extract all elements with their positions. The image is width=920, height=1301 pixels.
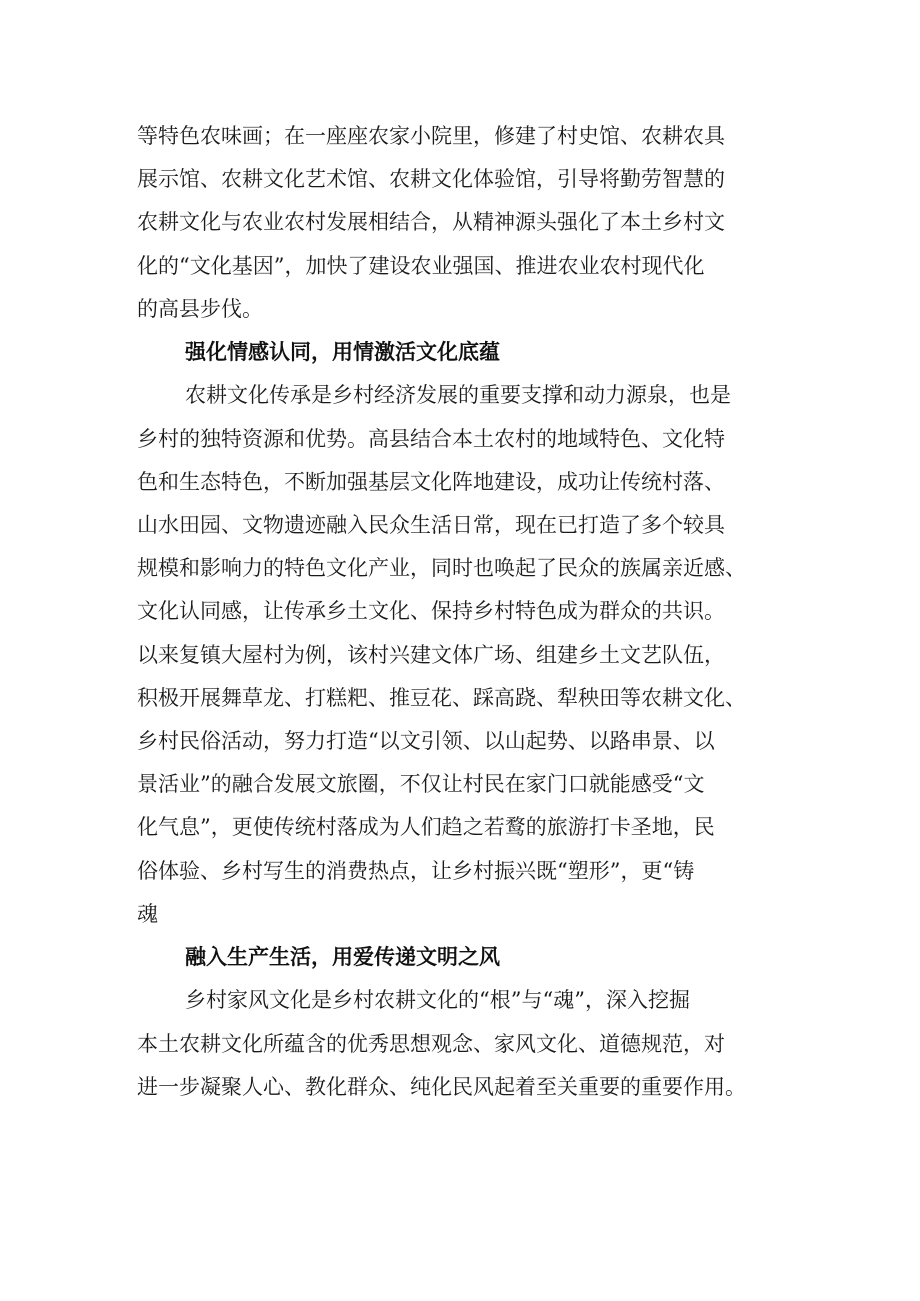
body-text-line: 化的“文化基因”，加快了建设农业强国、推进农业农村现代化: [137, 254, 705, 278]
body-text-line: 魂: [137, 902, 158, 926]
body-text-line: 乡村的独特资源和优势。高县结合本土农村的地域特色、文化特: [137, 427, 725, 451]
body-text-line: 展示馆、农耕文化艺术馆、农耕文化体验馆，引导将勤劳智慧的: [137, 167, 725, 191]
body-text-line: 化气息”，更使传统村落成为人们趋之若鹜的旅游打卡圣地，民: [137, 815, 715, 839]
body-text-line: 乡村家风文化是乡村农耕文化的“根”与“魂”，深入挖掘: [185, 988, 690, 1012]
body-text-line: 农耕文化传承是乡村经济发展的重要支撑和动力源泉，也是: [185, 383, 731, 407]
body-text-line: 俗体验、乡村写生的消费热点，让乡村振兴既“塑形”，更“铸: [137, 859, 695, 883]
body-text-line: 的高县步伐。: [137, 297, 263, 321]
body-text-line: 本土农耕文化所蕴含的优秀思想观念、家风文化、道德规范，对: [137, 1032, 725, 1056]
body-text-line: 乡村民俗活动，努力打造“以文引领、以山起势、以路串景、以: [137, 729, 715, 753]
section-heading: 融入生产生活，用爱传递文明之风: [185, 945, 500, 969]
body-text-line: 积极开展舞草龙、打糕粑、推豆花、踩高跷、犁秧田等农耕文化、: [137, 686, 746, 710]
body-text-line: 农耕文化与农业农村发展相结合，从精神源头强化了本土乡村文: [137, 210, 725, 234]
body-text-line: 等特色农味画；在一座座农家小院里，修建了村史馆、农耕农具: [137, 124, 725, 148]
body-text-line: 以来复镇大屋村为例，该村兴建文体广场、组建乡土文艺队伍，: [137, 643, 725, 667]
body-text-line: 文化认同感，让传承乡土文化、保持乡村特色成为群众的共识。: [137, 599, 725, 623]
section-heading: 强化情感认同，用情激活文化底蕴: [185, 340, 500, 364]
body-text-line: 进一步凝聚人心、教化群众、纯化民风起着至关重要的重要作用。: [137, 1075, 746, 1099]
body-text-line: 景活业”的融合发展文旅圈，不仅让村民在家门口就能感受“文: [137, 772, 705, 796]
body-text-line: 山水田园、文物遗迹融入民众生活日常，现在已打造了多个较具: [137, 513, 725, 537]
body-text-line: 规模和影响力的特色文化产业，同时也唤起了民众的族属亲近感、: [137, 556, 746, 580]
body-text-line: 色和生态特色，不断加强基层文化阵地建设，成功让传统村落、: [137, 470, 725, 494]
